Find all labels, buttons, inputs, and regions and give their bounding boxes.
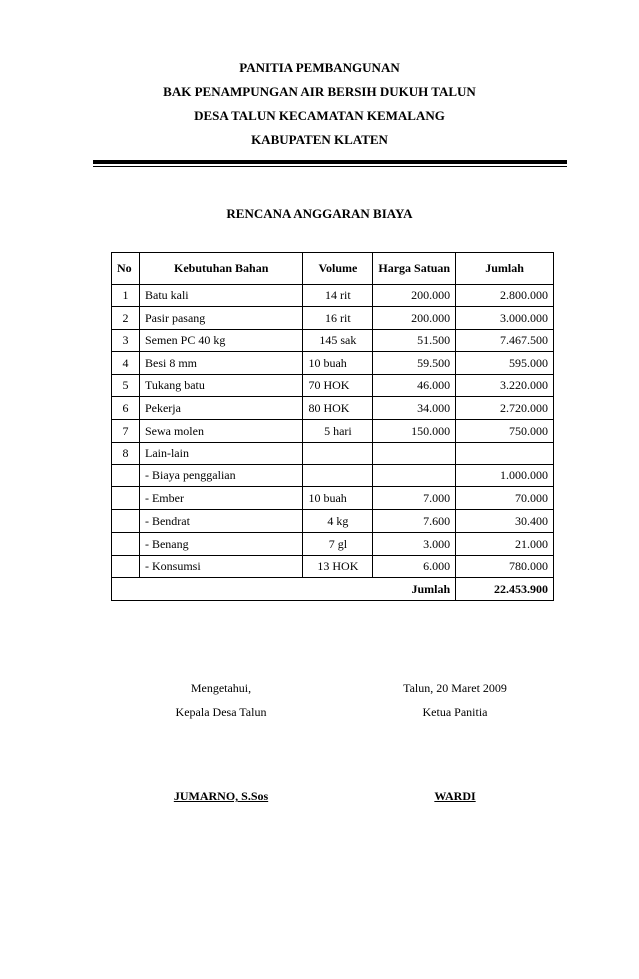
- document-header: [0, 56, 639, 152]
- table-row: [112, 443, 554, 465]
- cell-item: Tukang batu: [139, 375, 302, 397]
- table-row: [112, 397, 554, 420]
- cell-item: - Benang: [139, 533, 302, 556]
- cell-price: 150.000: [373, 420, 456, 443]
- table-row: [112, 556, 554, 578]
- cell-total: 3.220.000: [456, 375, 554, 397]
- cell-item: - Bendrat: [139, 510, 302, 533]
- signature-right: [355, 681, 555, 804]
- table-row: [112, 285, 554, 307]
- cell-total: 780.000: [456, 556, 554, 578]
- cell-no: 5: [112, 375, 140, 397]
- cell-volume: 70 HOK: [303, 375, 373, 397]
- header-item: Kebutuhan Bahan: [139, 253, 302, 285]
- table-row: [112, 487, 554, 510]
- cell-total: 7.467.500: [456, 330, 554, 352]
- cell-volume: 145 sak: [303, 330, 373, 352]
- table-row: [112, 420, 554, 443]
- table-row: [112, 533, 554, 556]
- cell-total: 750.000: [456, 420, 554, 443]
- table-row: [112, 352, 554, 375]
- cell-total: 3.000.000: [456, 307, 554, 330]
- budget-table: [111, 252, 554, 601]
- header-line-3: DESA TALUN KECAMATAN KEMALANG: [194, 108, 445, 123]
- cell-volume: 14 rit: [303, 285, 373, 307]
- cell-price: 7.600: [373, 510, 456, 533]
- cell-item: - Biaya penggalian: [139, 465, 302, 487]
- signature-right-name: WARDI: [434, 789, 476, 803]
- cell-item: Pasir pasang: [139, 307, 302, 330]
- header-no: No: [112, 253, 140, 285]
- cell-item: Batu kali: [139, 285, 302, 307]
- cell-item: Semen PC 40 kg: [139, 330, 302, 352]
- cell-no: [112, 465, 140, 487]
- cell-no: [112, 510, 140, 533]
- total-label: Jumlah: [373, 578, 456, 601]
- cell-volume: 7 gl: [303, 533, 373, 556]
- cell-price: 200.000: [373, 285, 456, 307]
- cell-no: 8: [112, 443, 140, 465]
- cell-total: 2.800.000: [456, 285, 554, 307]
- header-total: Jumlah: [456, 253, 554, 285]
- cell-volume: [303, 465, 373, 487]
- cell-item: Lain-lain: [139, 443, 302, 465]
- cell-volume: 5 hari: [303, 420, 373, 443]
- cell-price: 7.000: [373, 487, 456, 510]
- cell-no: [112, 556, 140, 578]
- cell-item: - Ember: [139, 487, 302, 510]
- header-line-1: PANITIA PEMBANGUNAN: [239, 60, 400, 75]
- cell-no: [112, 533, 140, 556]
- cell-volume: 10 buah: [303, 487, 373, 510]
- table-row: [112, 375, 554, 397]
- signature-right-line1: Talun, 20 Maret 2009: [403, 681, 507, 695]
- header-divider-thick: [93, 160, 567, 164]
- cell-price: 6.000: [373, 556, 456, 578]
- cell-item: Besi 8 mm: [139, 352, 302, 375]
- signature-left-line1: Mengetahui,: [190, 681, 252, 695]
- signature-left-role: Kepala Desa Talun: [175, 705, 267, 719]
- cell-price: 46.000: [373, 375, 456, 397]
- cell-no: 1: [112, 285, 140, 307]
- total-spacer: [112, 578, 373, 601]
- cell-price: [373, 465, 456, 487]
- cell-price: 59.500: [373, 352, 456, 375]
- cell-no: 6: [112, 397, 140, 420]
- cell-price: 34.000: [373, 397, 456, 420]
- cell-total: 70.000: [456, 487, 554, 510]
- header-volume: Volume: [303, 253, 373, 285]
- cell-price: 3.000: [373, 533, 456, 556]
- cell-price: [373, 443, 456, 465]
- cell-item: Sewa molen: [139, 420, 302, 443]
- cell-item: - Konsumsi: [139, 556, 302, 578]
- cell-total: 1.000.000: [456, 465, 554, 487]
- header-line-2: BAK PENAMPUNGAN AIR BERSIH DUKUH TALUN: [163, 84, 476, 99]
- cell-price: 200.000: [373, 307, 456, 330]
- table-row: [112, 465, 554, 487]
- cell-total: 595.000: [456, 352, 554, 375]
- signature-left: [121, 681, 321, 804]
- cell-no: [112, 487, 140, 510]
- table-total-row: [112, 578, 554, 601]
- cell-volume: [303, 443, 373, 465]
- cell-volume: 4 kg: [303, 510, 373, 533]
- cell-no: 2: [112, 307, 140, 330]
- cell-item: Pekerja: [139, 397, 302, 420]
- table-row: [112, 307, 554, 330]
- cell-volume: 16 rit: [303, 307, 373, 330]
- table-row: [112, 510, 554, 533]
- cell-no: 3: [112, 330, 140, 352]
- table-header-row: [112, 253, 554, 285]
- cell-no: 4: [112, 352, 140, 375]
- total-value: 22.453.900: [456, 578, 554, 601]
- cell-total: 2.720.000: [456, 397, 554, 420]
- signature-left-name: JUMARNO, S.Sos: [173, 789, 269, 803]
- cell-volume: 10 buah: [303, 352, 373, 375]
- table-row: [112, 330, 554, 352]
- header-divider-thin: [93, 166, 567, 167]
- document-title: RENCANA ANGGARAN BIAYA: [226, 206, 413, 221]
- cell-total: [456, 443, 554, 465]
- signature-right-role: Ketua Panitia: [422, 705, 488, 719]
- cell-no: 7: [112, 420, 140, 443]
- cell-total: 21.000: [456, 533, 554, 556]
- header-price: Harga Satuan: [373, 253, 456, 285]
- cell-volume: 13 HOK: [303, 556, 373, 578]
- cell-volume: 80 HOK: [303, 397, 373, 420]
- cell-price: 51.500: [373, 330, 456, 352]
- cell-total: 30.400: [456, 510, 554, 533]
- header-line-4: KABUPATEN KLATEN: [251, 132, 388, 147]
